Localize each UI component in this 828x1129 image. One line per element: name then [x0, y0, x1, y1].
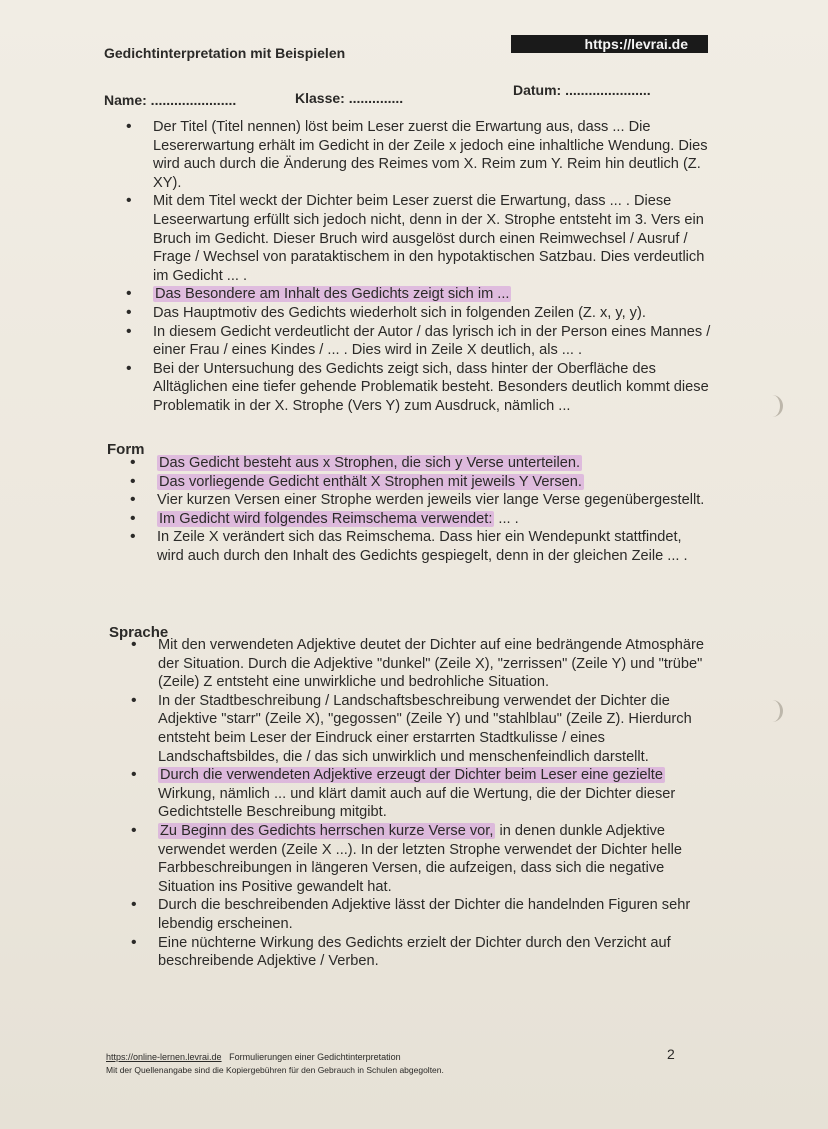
section-heading-sprache: Sprache	[109, 624, 169, 641]
name-field: Name: ......................	[104, 92, 237, 108]
list-item: • Durch die verwendeten Adjektive erzeugt der Dichter beim Leser eine gezielte Wirkung, nämlich ... und klärt damit auch auf die Wertung, die der Dichter dieser Gedichtstelle Beschreibung mitgibt.	[158, 766, 718, 822]
section-heading-form: Form	[107, 441, 145, 458]
list-item: • In der Stadtbeschreibung / Landschaftsbeschreibung verwendet der Dichter die Adjektive "starr" (Zeile X), "gegossen" (Zeile Y) und "stahlblau" (Zeile Z). Hierdurch entsteht beim Leser der Eindruck einer erstarrten Stadtkulisse / eines Landschaftsbildes, die / das sich unwirklich und menschenfeindlich darstellt.	[158, 692, 718, 766]
list-item: • Das Hauptmotiv des Gedichts wiederholt sich in folgenden Zeilen (Z. x, y, y).	[153, 304, 723, 323]
footer-note: Mit der Quellenangabe sind die Kopiergebühren für den Gebrauch in Schulen abgegolten.	[106, 1065, 444, 1075]
highlighted-text: Das Besondere am Inhalt des Gedichts zeigt sich im ...	[155, 286, 510, 303]
list-item: • Vier kurzen Versen einer Strophe werden jeweils vier lange Verse gegenübergestellt.	[157, 491, 705, 510]
list-item: • Der Titel (Titel nennen) löst beim Leser zuerst die Erwartung aus, dass ... Die Lesererwartung erhält im Gedicht in der Zeile x jedoch eine inhaltliche Wendung. Dies wird auch durch die Änderung des Reimes vom X. Reim zum Y. Reim hin deutlich (Z. XY).	[153, 118, 723, 192]
highlighted-text: Im Gedicht wird folgendes Reimschema verwendet:	[159, 510, 493, 527]
intro-list	[153, 118, 723, 416]
form-list	[157, 454, 705, 566]
footer-source	[106, 1052, 401, 1062]
highlighted-text: Zu Beginn des Gedichts herrschen kurze Verse vor,	[160, 822, 494, 839]
list-item	[153, 285, 723, 304]
site-url-badge[interactable]: https://levrai.de	[511, 35, 708, 53]
sprache-list	[158, 636, 718, 971]
date-field: Datum: ......................	[513, 82, 651, 98]
list-item: • Im Gedicht wird folgendes Reimschema verwendet: ... .	[157, 510, 705, 529]
list-item: • Mit dem Titel weckt der Dichter beim Leser zuerst die Erwartung, dass ... . Diese Leseerwartung erfüllt sich jedoch nicht, denn in der X. Strophe entsteht im 3. Vers ein Bruch im Gedicht. Dieser Bruch wird ausgelöst durch einen Reimwechsel / Ausruf / Frage / Wechsel von parataktischem in den hypotaktischen Satzbau. Dies verdeutlich im Gedicht ... .	[153, 192, 723, 285]
list-item: • In Zeile X verändert sich das Reimschema. Dass hier ein Wendepunkt stattfindet, wird auch durch den Inhalt des Gedichts gespiegelt, denn in der gleichen Zeile ... .	[157, 528, 705, 565]
punch-hole-mark	[762, 395, 783, 417]
document-title: Gedichtinterpretation mit Beispielen	[104, 45, 346, 61]
page-number: 2	[667, 1046, 675, 1062]
list-item: • Bei der Untersuchung des Gedichts zeigt sich, dass hinter der Oberfläche des Alltäglichen eine tiefer gehende Problematik besteht. Besonders deutlich kommt diese Problematik in der X. Strophe (Vers Y) zum Ausdruck, nämlich ...	[153, 360, 723, 416]
footer-link[interactable]: https://online-lernen.levrai.de	[106, 1052, 222, 1062]
list-item: • In diesem Gedicht verdeutlicht der Autor / das lyrisch ich in der Person eines Mannes / einer Frau / eines Kindes / ... . Dies wird in Zeile X deutlich, als ... .	[153, 323, 723, 360]
highlighted-text: Das Gedicht besteht aus x Strophen, die sich y Verse unterteilen.	[159, 455, 581, 471]
highlighted-text: Das vorliegende Gedicht enthält X Strophen mit jeweils Y Versen.	[159, 473, 582, 490]
class-field: Klasse: ..............	[295, 90, 404, 106]
punch-hole-mark	[762, 700, 783, 722]
list-item: • Eine nüchterne Wirkung des Gedichts erzielt der Dichter durch den Verzicht auf beschreibende Adjektive / Verben.	[158, 934, 718, 971]
list-item: • Durch die beschreibenden Adjektive lässt der Dichter die handelnden Figuren sehr lebendig erscheinen.	[158, 896, 718, 933]
list-item: • Mit den verwendeten Adjektive deutet der Dichter auf eine bedrängende Atmosphäre der Situation. Durch die Adjektive "dunkel" (Zeile X), "zerrissen" (Zeile Y) und "trübe" (Zeile) Z entsteht eine unwirkliche und bedrohliche Situation.	[158, 636, 718, 692]
list-item: • Zu Beginn des Gedichts herrschen kurze Verse vor, in denen dunkle Adjektive verwendet werden (Zeile X ...). In der letzten Strophe verwendet der Dichter helle Farbbeschreibungen in längeren Versen, die aufzeigen, dass sich die negative Situation ins Positive gewandelt hat.	[158, 822, 718, 896]
footer-link-caption: Formulierungen einer Gedichtinterpretation	[229, 1052, 401, 1062]
list-item	[157, 473, 705, 492]
highlighted-text: Durch die verwendeten Adjektive erzeugt der Dichter beim Leser eine gezielte	[160, 767, 663, 784]
list-item	[157, 454, 705, 473]
